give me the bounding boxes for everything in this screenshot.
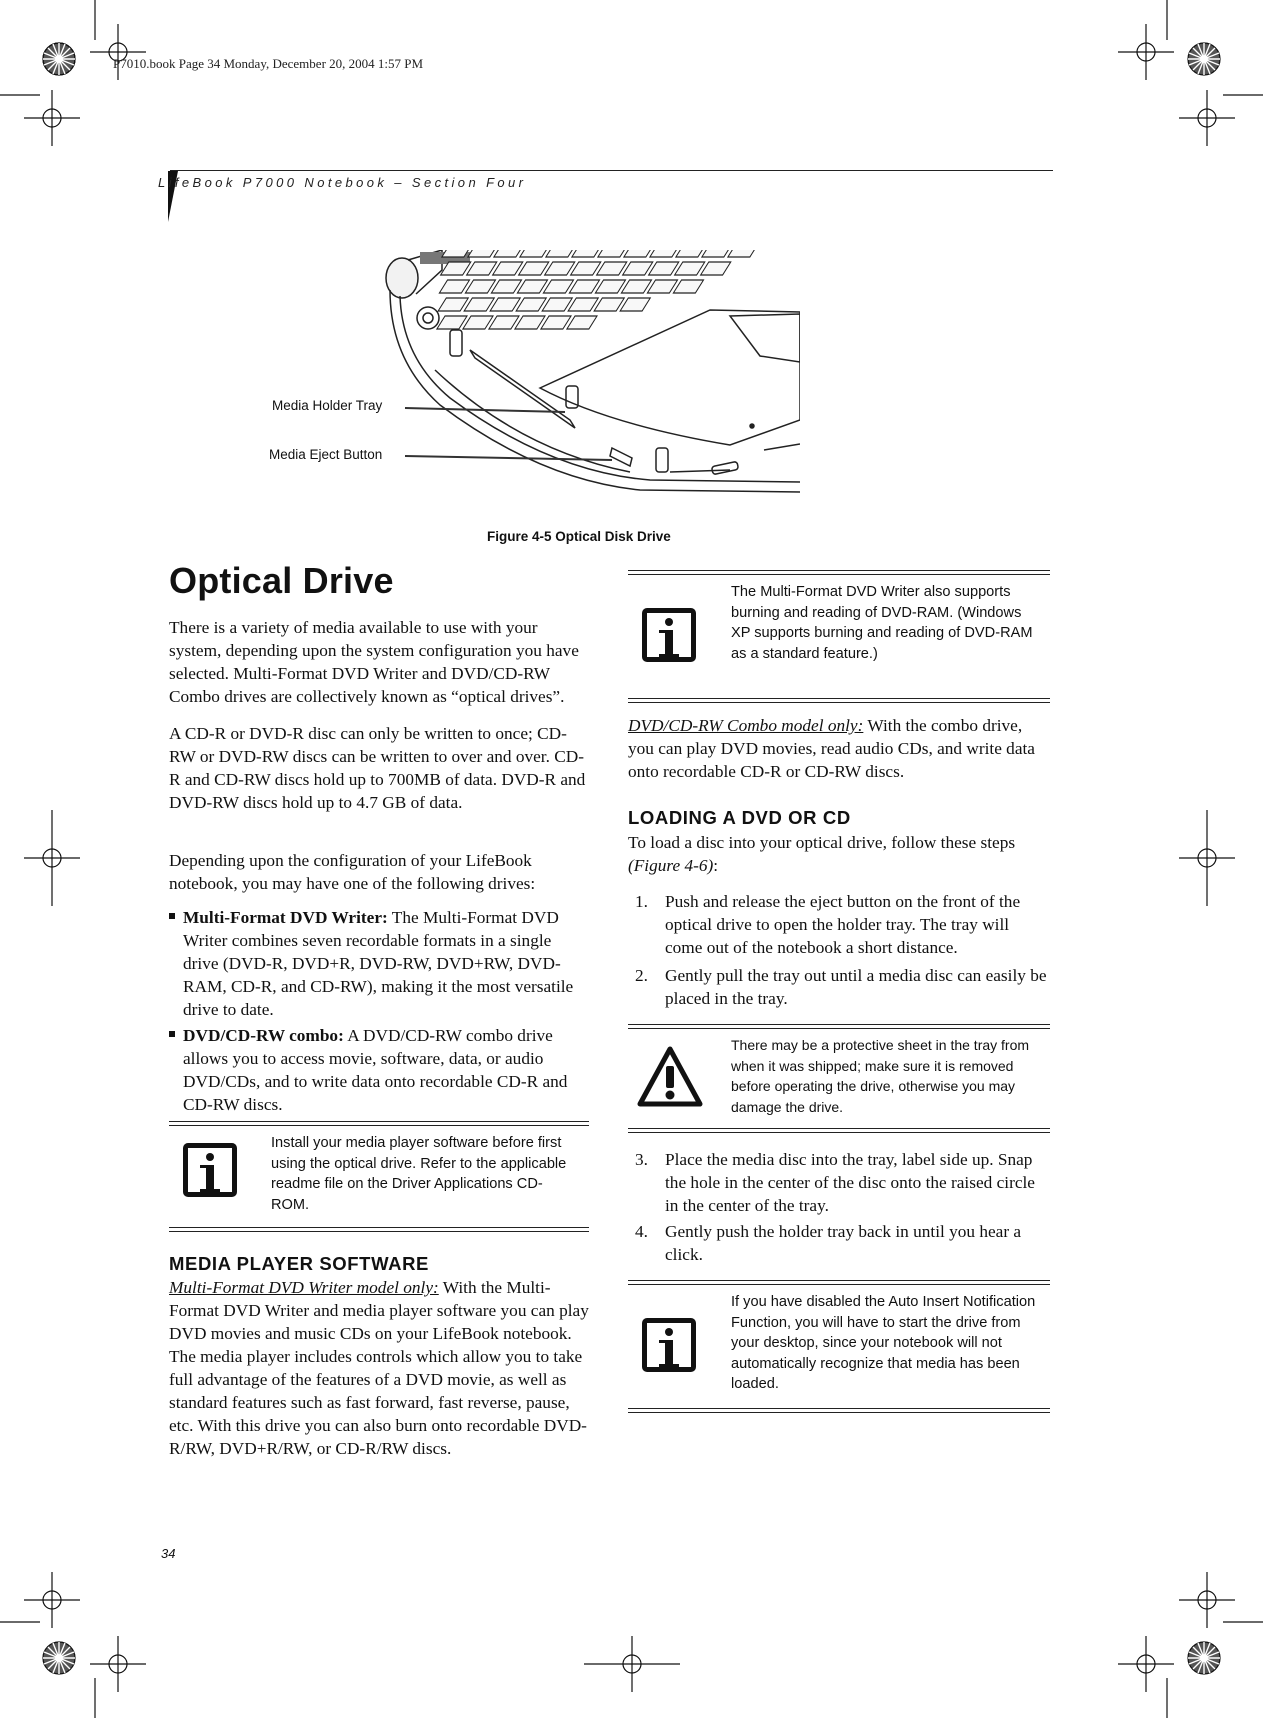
warning-text: There may be a protective sheet in the tray from when it was shipped; make sure it is removed before operating the drive, otherwise you may damage the drive.	[731, 1037, 1030, 1115]
step-number: 1.	[635, 892, 648, 911]
note-install-software	[169, 1121, 589, 1231]
loading-intro-end: :	[713, 856, 719, 875]
figure-caption: Figure 4-5 Optical Disk Drive	[487, 529, 671, 544]
step-number: 2.	[635, 966, 648, 985]
bullet-text: The Multi-Format DVD Writer combines seven recordable formats in a single drive (DVD-R, DVD+R, DVD-RW, DVD+RW, DVD-RAM, CD-R, and CD-RW), making it the most versatile drive to date.	[183, 908, 574, 1019]
combo-paragraph	[628, 714, 1048, 783]
media-player-text: With the Multi-Format DVD Writer and media player software you can play DVD movies and music CDs on your LifeBook notebook. The media player includes controls which allow you to take full advantage of the features of a DVD movie, as well as standard features such as fast forward, fast reverse, pause, etc. With this drive you can also burn onto recordable DVD-R/RW, DVD+R/RW, or CD-R/RW discs.	[169, 1278, 589, 1458]
step-3	[635, 1148, 1050, 1218]
media-capacity-paragraph: A CD-R or DVD-R disc can only be written to once; CD-RW or DVD-RW discs can be written to over and over. CD-R and CD-RW discs hold up to 700MB of data. DVD-R and DVD-RW discs hold up to 4.7 GB of data.	[169, 724, 586, 812]
page-title: Optical Drive	[169, 560, 394, 601]
note-rule-bottom	[169, 1227, 589, 1232]
step-text: Push and release the eject button on the front of the optical drive to open the holder tray. The tray will come out of the notebook a short distance.	[665, 892, 1021, 957]
step-text: Gently push the holder tray back in until you hear a click.	[665, 1222, 1022, 1264]
keyboard-keys	[397, 250, 758, 329]
step-number: 3.	[635, 1150, 648, 1169]
info-icon	[642, 608, 696, 662]
media-player-paragraph	[169, 1276, 591, 1460]
step-text: Gently pull the tray out until a media disc can easily be placed in the tray.	[665, 966, 1047, 1008]
page-title-block	[169, 560, 591, 602]
note-auto-insert	[628, 1280, 1050, 1412]
note-rule-bottom	[628, 698, 1050, 703]
note-rule-top	[169, 1121, 589, 1126]
section-heading-loading: LOADING A DVD OR CD	[628, 807, 851, 828]
step-number: 4.	[635, 1222, 648, 1241]
callout-media-holder-tray: Media Holder Tray	[272, 398, 383, 413]
combo-text: With the combo drive, you can play DVD movies, read audio CDs, and write data onto recordable CD-R or CD-RW discs.	[628, 716, 1035, 781]
section-heading-media-player: MEDIA PLAYER SOFTWARE	[169, 1253, 429, 1274]
note-rule-top	[628, 570, 1050, 575]
bullet-term: Multi-Format DVD Writer:	[183, 908, 388, 927]
loading-intro	[628, 831, 1048, 877]
note-text: If you have disabled the Auto Insert Notification Function, you will have to start the drive from your desktop, since your notebook will not automatically recognize that media has been loaded.	[731, 1294, 1036, 1392]
intro-paragraph: There is a variety of media available to use with your system, depending upon the system configuration you have selected. Multi-Format DVD Writer and DVD/CD-RW Combo drives are collectively known as “optical drives”.	[169, 618, 579, 706]
bullet-square	[169, 913, 175, 919]
note-rule-top	[628, 1280, 1050, 1285]
bullet-dvd-cd-rw-combo	[169, 1024, 591, 1114]
info-icon	[642, 1318, 696, 1372]
figure-reference: (Figure 4-6)	[628, 856, 714, 875]
model-lead: DVD/CD-RW Combo model only:	[628, 716, 864, 735]
model-lead: Multi-Format DVD Writer model only:	[169, 1278, 439, 1297]
warning-protective-sheet	[628, 1024, 1050, 1132]
page-number: 34	[161, 1546, 176, 1561]
step-text: Place the media disc into the tray, label side up. Snap the hole in the center of the disc onto the raised circle in the center of the tray.	[665, 1150, 1035, 1215]
configuration-paragraph: Depending upon the configuration of your LifeBook notebook, you may have one of the following drives:	[169, 851, 536, 893]
step-2	[635, 964, 1050, 1010]
step-4	[635, 1220, 1050, 1266]
note-rule-top	[628, 1024, 1050, 1029]
header-rule	[170, 170, 1053, 171]
note-dvd-ram	[628, 570, 1050, 702]
bullet-multi-format-dvd-writer	[169, 906, 591, 1019]
note-text: The Multi-Format DVD Writer also supports burning and reading of DVD-RAM. (Windows XP supports burning and reading of DVD-RAM as a standard feature.)	[731, 584, 1033, 662]
loading-intro-text: To load a disc into your optical drive, follow these steps	[628, 833, 1016, 852]
bullet-term: DVD/CD-RW combo:	[183, 1026, 344, 1045]
callout-media-eject-button: Media Eject Button	[269, 447, 383, 462]
bullet-square	[169, 1031, 175, 1037]
info-icon	[183, 1143, 237, 1197]
step-1	[635, 890, 1050, 960]
note-rule-bottom	[628, 1408, 1050, 1413]
note-text: Install your media player software before first using the optical drive. Refer to the applicable readme file on the Driver Applications CD-ROM.	[271, 1135, 567, 1213]
warning-icon	[636, 1044, 704, 1110]
bullet-text: A DVD/CD-RW combo drive allows you to access movie, software, data, or audio DVD/CDs, and to write data onto recordable CD-R and CD-RW discs.	[183, 1026, 568, 1114]
note-rule-bottom	[628, 1128, 1050, 1133]
running-header: LifeBook P7000 Notebook – Section Four	[158, 175, 527, 190]
print-slug: P7010.book Page 34 Monday, December 20, 2004 1:57 PM	[113, 56, 424, 71]
callout-leaders	[400, 400, 620, 470]
